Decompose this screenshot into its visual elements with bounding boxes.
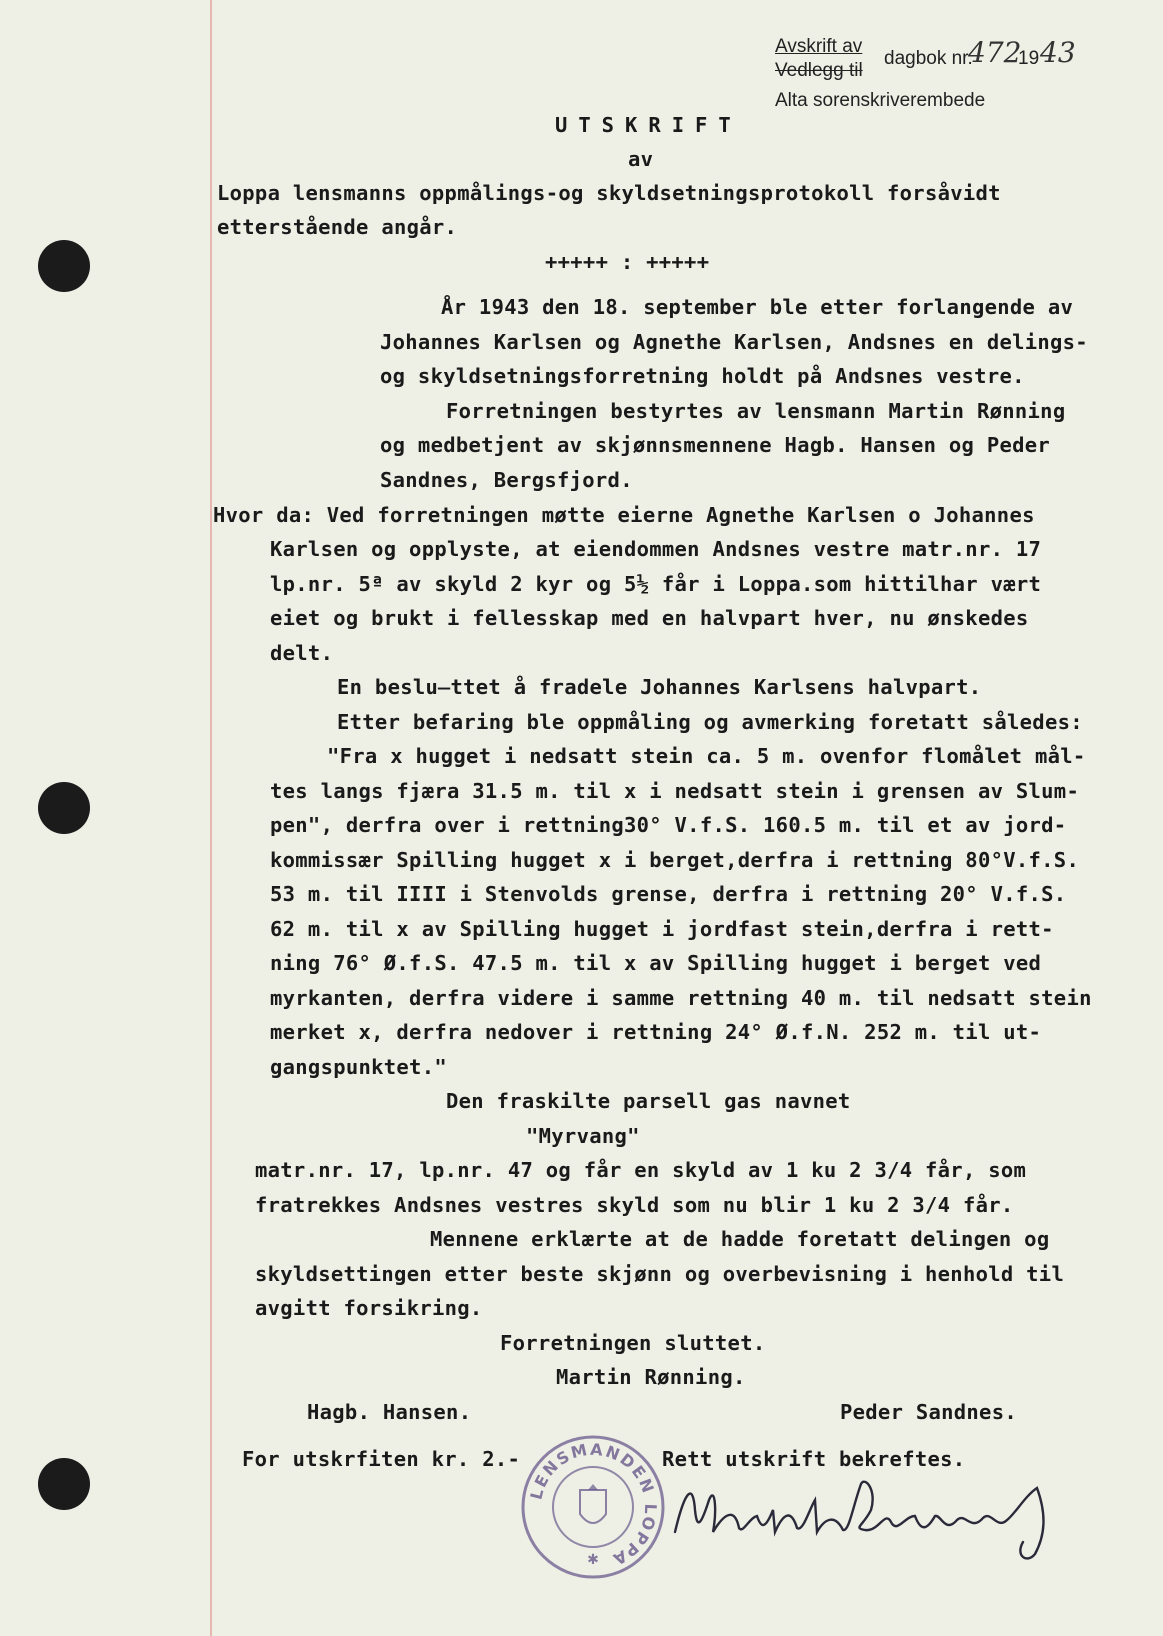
text-line: ning 76° Ø.f.S. 47.5 m. til x av Spilling hugget i berget ved: [270, 951, 1042, 975]
lensmann-seal-stamp: [518, 1432, 668, 1582]
seal-text: LENSMANDEN LOPPA: [526, 1439, 661, 1570]
text-line: Etter befaring ble oppmåling og avmerking foretatt således:: [337, 710, 1083, 734]
text-line: Forretningen bestyrtes av lensmann Martin Rønning: [446, 399, 1066, 423]
header-year-prefix: 19: [1018, 48, 1040, 69]
text-line: lp.nr. 5ª av skyld 2 kyr og 5½ får i Loppa.som hittilhar vært: [270, 572, 1042, 596]
punch-hole: [38, 1458, 90, 1510]
text-line: År 1943 den 18. september ble etter forlangende av: [441, 295, 1074, 319]
text-line: avgitt forsikring.: [255, 1296, 483, 1320]
text-line: Forretningen sluttet.: [500, 1331, 766, 1355]
text-line: 62 m. til x av Spilling hugget i jordfast stein,derfra i rett-: [270, 917, 1054, 941]
text-line: og medbetjent av skjønnsmennene Hagb. Hansen og Peder: [380, 433, 1051, 457]
header-number: 472: [968, 36, 1022, 69]
text-line: fratrekkes Andsnes vestres skyld som nu blir 1 ku 2 3/4 får.: [255, 1193, 1014, 1217]
text-line: etterstående angår.: [217, 215, 458, 239]
coat-of-arms-icon: [580, 1490, 606, 1523]
text-line: Hagb. Hansen.: [307, 1400, 472, 1424]
text-line: skyldsettingen etter beste skjønn og overbevisning i henhold til: [255, 1262, 1065, 1286]
text-line: Johannes Karlsen og Agnethe Karlsen, Andsnes en delings-: [380, 330, 1088, 354]
text-line: tes langs fjæra 31.5 m. til x i nedsatt stein i grensen av Slum-: [270, 779, 1080, 803]
svg-text:LENSMANDEN LOPPA: [526, 1440, 660, 1570]
text-line: Loppa lensmanns oppmålings-og skyldsetningsprotokoll forsåvidt: [217, 181, 1001, 205]
text-line: av: [628, 147, 654, 171]
punch-hole: [38, 240, 90, 292]
text-line: merket x, derfra nedover i rettning 24° Ø.f.N. 252 m. til ut-: [270, 1020, 1042, 1044]
text-line: delt.: [270, 641, 334, 665]
text-line: Sandnes, Bergsfjord.: [380, 468, 633, 492]
text-line: myrkanten, derfra videre i samme rettning 40 m. til nedsatt stein: [270, 986, 1092, 1010]
text-line: pen", derfra over i rettning30° V.f.S. 160.5 m. til et av jord-: [270, 813, 1067, 837]
text-line: 53 m. til IIII i Stenvolds grense, derfra i rettning 20° V.f.S.: [270, 882, 1067, 906]
handwritten-signature: [665, 1470, 1065, 1565]
header-avskrift: Avskrift av: [775, 36, 863, 57]
text-line: gangspunktet.": [270, 1055, 447, 1079]
header-vedlegg: Vedlegg til: [775, 60, 863, 81]
text-line: Mennene erklærte at de hadde foretatt delingen og: [430, 1227, 1050, 1251]
text-line: og skyldsetningsforretning holdt på Andsnes vestre.: [380, 364, 1025, 388]
text-line: Peder Sandnes.: [840, 1400, 1017, 1424]
text-line: kommissær Spilling hugget x i berget,derfra i rettning 80°V.f.S.: [270, 848, 1080, 872]
text-line: Martin Rønning.: [556, 1365, 746, 1389]
text-line: eiet og brukt i fellesskap med en halvpart hver, nu ønskedes: [270, 606, 1029, 630]
text-line: Hvor da: Ved forretningen møtte eierne Agnethe Karlsen o Johannes: [213, 503, 1035, 527]
document-title: UTSKRIFT: [555, 113, 742, 137]
text-line: For utskrfiten kr. 2.-: [242, 1447, 521, 1471]
text-line: "Fra x hugget i nedsatt stein ca. 5 m. ovenfor flomålet mål-: [327, 744, 1086, 768]
header-year: 43: [1040, 36, 1076, 69]
text-line: Den fraskilte parsell gas navnet: [446, 1089, 851, 1113]
text-line: "Myrvang": [526, 1124, 640, 1148]
header-office: Alta sorenskriverembede: [775, 90, 986, 111]
margin-rule: [210, 0, 212, 1636]
crown-icon: [588, 1484, 598, 1490]
text-line: matr.nr. 17, lp.nr. 47 og får en skyld av 1 ku 2 3/4 får, som: [255, 1158, 1027, 1182]
text-line: +++++ : +++++: [545, 250, 710, 274]
text-line: Karlsen og opplyste, at eiendommen Andsnes vestre matr.nr. 17: [270, 537, 1042, 561]
punch-hole: [38, 782, 90, 834]
text-line: Rett utskrift bekreftes.: [662, 1447, 966, 1471]
svg-text:✱: ✱: [587, 1552, 599, 1568]
text-line: En beslu̶ttet å fradele Johannes Karlsens halvpart.: [337, 675, 982, 699]
header-dagbok: dagbok nr.: [884, 48, 973, 69]
